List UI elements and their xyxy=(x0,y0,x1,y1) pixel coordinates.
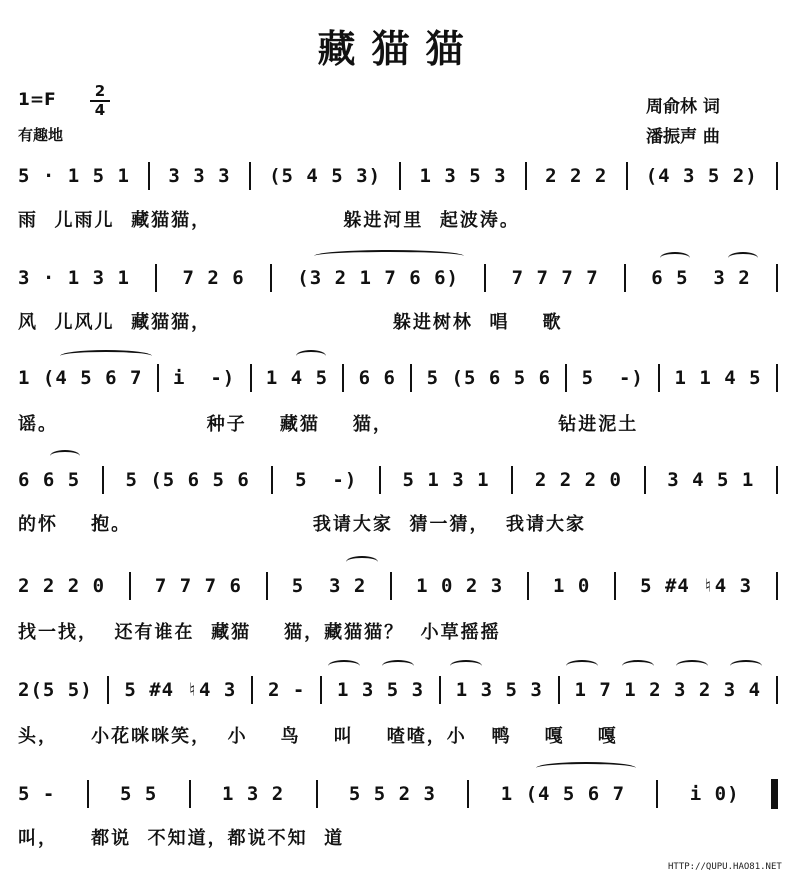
slur xyxy=(536,762,636,774)
slur xyxy=(730,660,762,672)
measure: 6 5 3 2 xyxy=(651,267,751,289)
notation-line-1 xyxy=(18,160,778,192)
slur xyxy=(314,250,464,262)
watermark-url: HTTP://QUPU.HAO81.NET xyxy=(668,862,782,872)
measure: 5 -) xyxy=(581,367,644,389)
slur xyxy=(50,450,80,462)
measure: 1 3 5 3 xyxy=(336,679,425,701)
measure: 3 · 1 3 1 xyxy=(18,267,130,289)
measure: 5 #4 ♮4 3 xyxy=(640,575,753,597)
measure: 6 6 xyxy=(358,367,396,389)
measure: 1 3 5 3 xyxy=(419,165,507,187)
measure: 1 0 xyxy=(553,575,591,597)
measure: 1 1 4 5 xyxy=(674,367,762,389)
slur xyxy=(728,252,758,264)
slur xyxy=(450,660,482,672)
measure: i 0) xyxy=(689,783,740,805)
time-signature-bottom: 4 xyxy=(94,101,106,119)
measure: 1 4 5 xyxy=(265,367,329,389)
measure: 1 (4 5 6 7 xyxy=(500,783,626,805)
measure: 1 3 2 xyxy=(222,783,285,805)
measure: 6 6 5 xyxy=(18,469,81,491)
measure: 7 7 7 6 xyxy=(154,575,242,597)
notation-line-2 xyxy=(18,262,778,294)
measure: 5 · 1 5 1 xyxy=(18,165,130,187)
measure: 5 - xyxy=(18,783,56,805)
measure: 5 5 xyxy=(120,783,158,805)
slur xyxy=(328,660,360,672)
lyrics-line-2: 风 儿风儿 藏猫猫， 躲进树林 唱 歌 xyxy=(18,312,563,333)
measure: i -) xyxy=(173,367,236,389)
measure: 2 2 2 0 xyxy=(534,469,622,491)
measure: 5 -) xyxy=(295,469,358,491)
measure: 5 #4 ♮4 3 xyxy=(124,679,237,701)
measure: 1 3 5 3 xyxy=(455,679,543,701)
lyrics-line-4: 的怀 抱。 我请大家 猜一猜， 我请大家 xyxy=(18,514,586,535)
lyrics-line-3: 谣。 种子 藏猫 猫， 钻进泥土 xyxy=(18,414,639,435)
measure: (3 2 1 7 6 6) xyxy=(297,267,459,289)
slur xyxy=(346,556,378,568)
measure: (4 3 5 2) xyxy=(645,165,758,187)
time-signature-top: 2 xyxy=(94,82,106,100)
measure: 5 1 3 1 xyxy=(402,469,490,491)
measure: 5 5 2 3 xyxy=(348,783,436,805)
lyrics-line-5: 找一找， 还有谁在 藏猫 猫，藏猫猫？ 小草摇摇 xyxy=(18,622,501,643)
notation-line-6 xyxy=(18,674,778,706)
measure: 5 3 2 xyxy=(291,575,367,597)
measure: 2 - xyxy=(267,679,306,701)
lyrics-line-6: 头， 小花咪咪笑， 小 鸟 叫 喳喳，小 鸭 嘎 嘎 xyxy=(18,726,618,747)
measure: 3 3 3 xyxy=(168,165,231,187)
lyrics-line-7: 叫， 都说 不知道，都说不知 道 xyxy=(18,828,345,849)
slur xyxy=(622,660,654,672)
final-barline xyxy=(771,779,778,809)
song-title: 藏猫猫 xyxy=(317,26,480,71)
measure: 3 4 5 1 xyxy=(667,469,755,491)
measure: 2(5 5) xyxy=(18,679,93,701)
key-signature: 1=F xyxy=(18,90,56,110)
notation-line-5 xyxy=(18,570,778,602)
slur xyxy=(296,350,326,362)
measure: 2 2 2 0 xyxy=(18,575,106,597)
measure: 2 2 2 xyxy=(545,165,608,187)
notation-line-3 xyxy=(18,362,778,394)
slur xyxy=(60,350,152,362)
measure: 1 (4 5 6 7 xyxy=(18,367,143,389)
slur xyxy=(660,252,690,264)
measure: (5 4 5 3) xyxy=(269,165,382,187)
measure: 1 7 1 2 3 2 3 4 xyxy=(574,679,762,701)
measure: 7 7 7 7 xyxy=(511,267,599,289)
time-signature xyxy=(90,84,110,118)
measure: 5 (5 6 5 6 xyxy=(125,469,250,491)
slur xyxy=(676,660,708,672)
measure: 7 2 6 xyxy=(182,267,245,289)
notation-line-7 xyxy=(18,778,778,810)
lyrics-line-1: 雨 儿雨儿 藏猫猫， 躲进河里 起波涛。 xyxy=(18,210,520,231)
slur xyxy=(566,660,598,672)
composer-credit: 潘振声 曲 xyxy=(646,127,720,147)
measure: 5 (5 6 5 6 xyxy=(426,367,552,389)
tempo-marking: 有趣地 xyxy=(18,126,64,144)
slur xyxy=(382,660,414,672)
notation-line-4 xyxy=(18,464,778,496)
measure: 1 0 2 3 xyxy=(416,575,504,597)
lyricist-credit: 周俞林 词 xyxy=(646,97,720,117)
